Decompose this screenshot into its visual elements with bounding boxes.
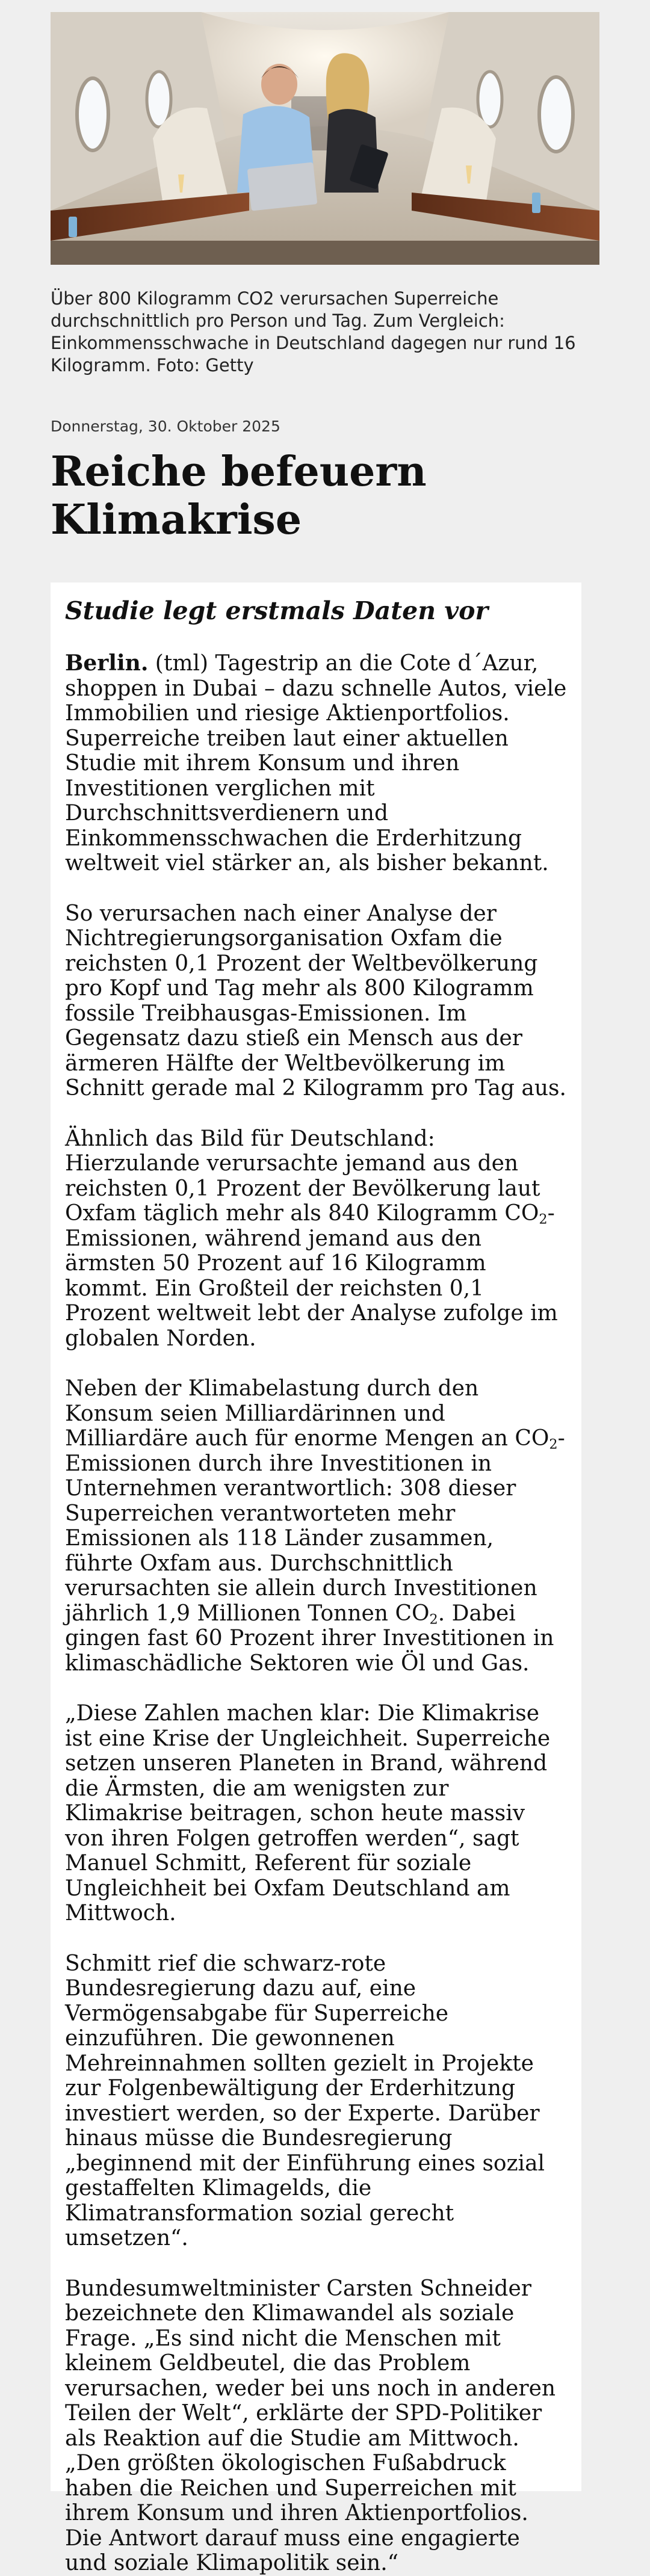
dateline: Berlin. [65, 650, 149, 676]
paragraph-7: Bundesumweltminister Carsten Schneider bezeichnete den Klimawandel als soziale Frage. „Es sind nicht die Menschen mit kleinem Geldbeutel, die das Problem verursachen, weder bei uns noch in anderen Teilen der Welt“, erklärte der SPD-Politiker als Reaktion auf die Studie am Mittwoch. „Den größten ökologischen Fußabdruck haben die Reichen und Superreichen mit ihrem Konsum und ihren Aktienportfolios. Die Antwort darauf muss eine engagierte und soziale Klimapolitik sein.“ [65, 2276, 556, 2575]
paragraph-4-text-c: . Dabei gingen fast 60 Prozent ihrer Investitionen in klimaschädliche Sektoren wie Öl und Gas. [65, 1601, 554, 1676]
paragraph-5: „Diese Zahlen machen klar: Die Klimakrise ist eine Krise der Ungleichheit. Superreiche setzen unseren Planeten in Brand, während die Ärmsten, die am wenigsten zur Klimakrise beitragen, schon heute massiv von ihren Folgen getroffen werden“, sagt Manuel Schmitt, Referent für soziale Ungleichheit bei Oxfam Deutschland am Mittwoch. [65, 1701, 551, 1926]
paragraph-4-text-b: -Emissionen durch ihre Investitionen in Unternehmen verantwortlich: 308 dieser Superreichen verantworteten mehr Emissionen als 118 Länder zusammen, führte Oxfam aus. Durchschnittlich verursachten sie allein durch Investitionen jährlich 1,9 Millionen Tonnen CO [65, 1426, 565, 1626]
paragraph-4-text-a: Neben der Klimabelastung durch den Konsum seien Milliardärinnen und Milliardäre auch für enorme Mengen an CO [65, 1376, 549, 1451]
photo-caption: Über 800 Kilogramm CO2 verursachen Superreiche durchschnittlich pro Person und Tag. Zum Vergleich: Einkommensschwache in Deutschland dagegen nur rund 16 Kilogramm. Foto: Getty [51, 288, 576, 375]
subscript-2: 2 [539, 1211, 548, 1228]
publish-date: Donnerstag, 30. Oktober 2025 [51, 418, 280, 435]
paragraph-3-text-b: -Emissionen, während jemand aus den ärmsten 50 Prozent auf 16 Kilogramm kommt. Ein Großteil der reichsten 0,1 Prozent weltweit lebt der Analyse zufolge im globalen Norden. [65, 1201, 558, 1351]
article-body [51, 582, 581, 2575]
subscript-2: 2 [549, 1436, 558, 1453]
paragraph-1 [65, 651, 567, 876]
paragraph-2: So verursachen nach einer Analyse der Nichtregierungsorganisation Oxfam die reichsten 0,1 Prozent der Weltbevölkerung pro Kopf und Tag mehr als 800 Kilogramm fossile Treibhausgas-Emissionen. Im Gegensatz dazu stieß ein Mensch aus der ärmeren Hälfte der Weltbevölkerung im Schnitt gerade mal 2 Kilogramm pro Tag aus. [65, 901, 566, 1101]
article-subtitle: Studie legt erstmals Daten vor [65, 596, 489, 625]
subscript-2: 2 [429, 1611, 438, 1628]
paragraph-3-text-a: Ähnlich das Bild für Deutschland: Hierzulande verursachte jemand aus den reichsten 0,1 Prozent der Bevölkerung laut Oxfam täglich mehr als 840 Kilogramm CO [65, 1126, 540, 1226]
article-photo [51, 12, 599, 265]
paragraph-6: Schmitt rief die schwarz-rote Bundesregierung dazu auf, eine Vermögensabgabe für Superreiche einzuführen. Die gewonnenen Mehreinnahmen sollten gezielt in Projekte zur Folgenbewältigung der Erderhitzung investiert werden, so der Experte. Darüber hinaus müsse die Bundesregierung „beginnend mit der Einführung eines sozial gestaffelten Klimagelds, die Klimatransformation sozial gerecht umsetzen“. [65, 1951, 545, 2250]
page-title: Reiche befeuern Klimakrise [51, 448, 427, 544]
paragraph-4 [65, 1376, 567, 1676]
paragraph-1-text: (tml) Tagestrip an die Cote d´Azur, shoppen in Dubai – dazu schnelle Autos, viele Immobilien und riesige Aktienportfolios. Superreiche treiben laut einer aktuellen Studie mit ihrem Konsum und ihren Investitionen verglichen mit Durchschnittsverdienern und Einkommensschwachen die Erderhitzung weltweit viel stärker an, als bisher bekannt. [65, 651, 567, 876]
jet-cabin-illustration [51, 12, 599, 265]
paragraph-3 [65, 1126, 567, 1351]
